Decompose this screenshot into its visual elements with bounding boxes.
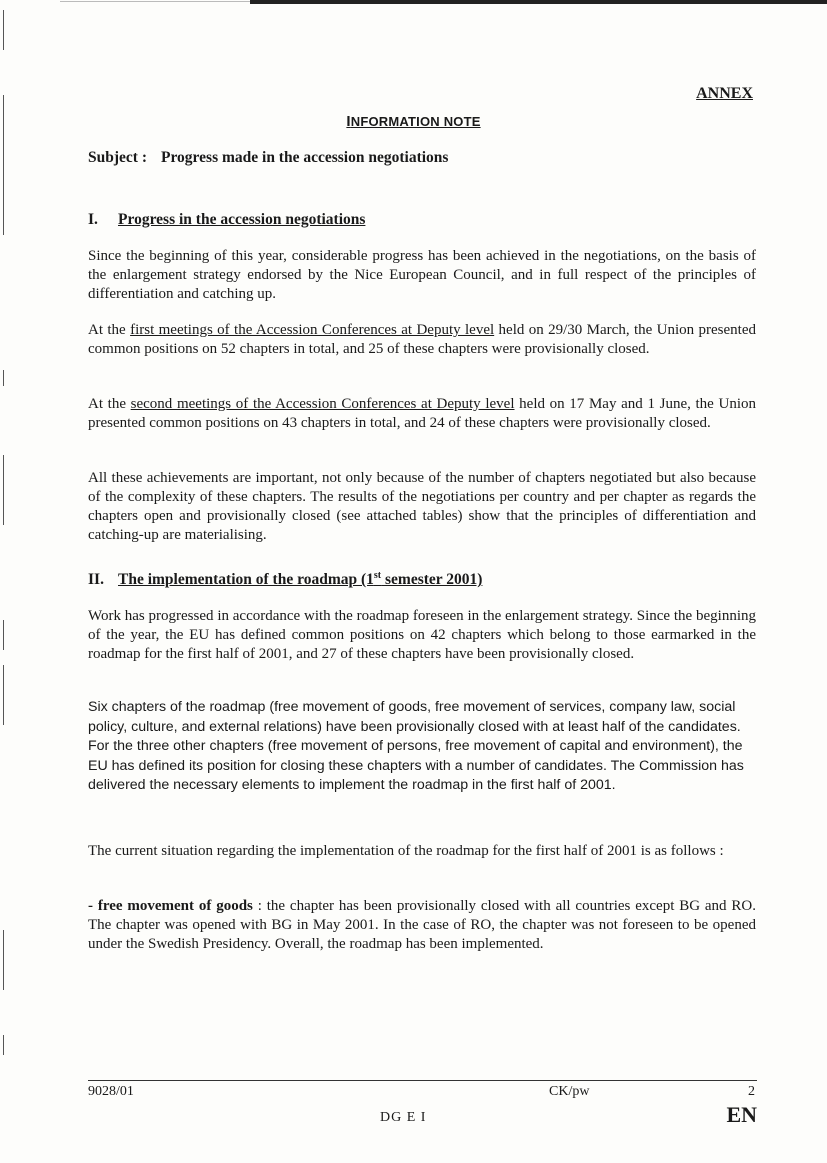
first-meetings-reference: first meetings of the Accession Conferences at Deputy level — [130, 322, 495, 338]
page-number: 2 — [748, 1084, 755, 1099]
paragraph-text: At the — [88, 396, 131, 412]
section-1-paragraph-2 — [88, 321, 756, 359]
section-2-paragraph-1: Work has progressed in accordance with the roadmap foreseen in the enlargement strategy. Since the beginning of the year, the EU has defined common positions on 42 chapters which belong to those earmarked in the roadmap for the first half of 2001, and 27 of these chapters have been provisionally closed. — [88, 608, 756, 662]
scan-margin-mark — [3, 930, 4, 990]
subject-text: Progress made in the accession negotiations — [160, 149, 449, 166]
document-reference: 9028/01 — [88, 1084, 134, 1099]
scan-margin-mark — [3, 620, 4, 650]
scan-margin-mark — [3, 1035, 4, 1055]
author-initials: CK/pw — [549, 1084, 590, 1099]
second-meetings-reference: second meetings of the Accession Conferences at Deputy level — [130, 396, 515, 412]
scan-margin-mark — [3, 665, 4, 725]
paragraph-text: held on 29/30 March, the Union presented common positions on 52 chapters in total, and 25 of these chapters were provisionally closed. — [88, 322, 756, 357]
goods-chapter-label: - free movement of goods — [88, 898, 253, 914]
section-2-paragraph-3: The current situation regarding the implementation of the roadmap for the first half of 2001 is as follows : — [88, 843, 724, 859]
scan-top-rule-faint — [60, 1, 250, 2]
note-title-initial: I — [346, 113, 351, 130]
section-2-number: II. — [88, 571, 104, 589]
footer-rule — [88, 1080, 757, 1081]
subject-label: Subject : — [88, 149, 147, 166]
section-1-paragraph-1: Since the beginning of this year, considerable progress has been achieved in the negotiations, on the basis of the enlargement strategy endorsed by the Nice European Council, and in full respect of the principles of differentiation and catching up. — [88, 248, 756, 302]
section-1-paragraph-3 — [88, 395, 756, 433]
annex-label: ANNEX — [696, 85, 753, 102]
section-1-title: Progress in the accession negotiations — [118, 211, 366, 228]
section-2-paragraph-4 — [88, 897, 756, 954]
scan-margin-mark — [3, 370, 4, 386]
section-1-heading — [88, 211, 365, 229]
scan-top-rule — [250, 0, 827, 4]
subject-line — [88, 149, 448, 167]
section-2-title-text: The implementation of the roadmap (1 — [118, 571, 374, 589]
section-1-number: I. — [88, 211, 98, 228]
section-1-paragraph-4: All these achievements are important, not only because of the number of chapters negotiated but also because of the complexity of these chapters. The results of the negotiations per country and per chapter as regards the chapters open and provisionally closed (see attached tables) show that the principles of differentiation and catching-up are materialising. — [88, 470, 756, 543]
scan-margin-mark — [3, 455, 4, 525]
scan-margin-mark — [3, 10, 4, 50]
paragraph-text: held on 17 May and 1 June, the Union presented common positions on 43 chapters in total, and 24 of these chapters were provisionally closed. — [88, 396, 756, 431]
paragraph-text: : the chapter has been provisionally closed with all countries except BG and RO. The chapter was opened with BG in May 2001. In the case of RO, the chapter was not foreseen to be opened under the Swedish Presidency. Overall, the roadmap has been implemented. — [88, 898, 756, 952]
section-2-paragraph-2: Six chapters of the roadmap (free movement of goods, free movement of services, company law, social policy, culture, and external relations) have been provisionally closed with at least half of the candidates. For the three other chapters (free movement of persons, free movement of capital and environment), the EU has defined its position for closing these chapters with a number of candidates. The Commission has delivered the necessary elements to implement the roadmap in the first half of 2001. — [88, 699, 744, 793]
information-note-title — [0, 113, 827, 130]
language-code: EN — [726, 1102, 757, 1127]
paragraph-text: At the — [88, 322, 131, 338]
section-2-title-text: semester 2001) — [381, 571, 483, 589]
section-2-heading — [88, 570, 482, 589]
directorate-general: DG E I — [380, 1110, 427, 1125]
note-title-rest: NFORMATION NOTE — [350, 114, 481, 129]
section-2-title-superscript: st — [373, 570, 382, 581]
section-2-title — [118, 571, 482, 588]
